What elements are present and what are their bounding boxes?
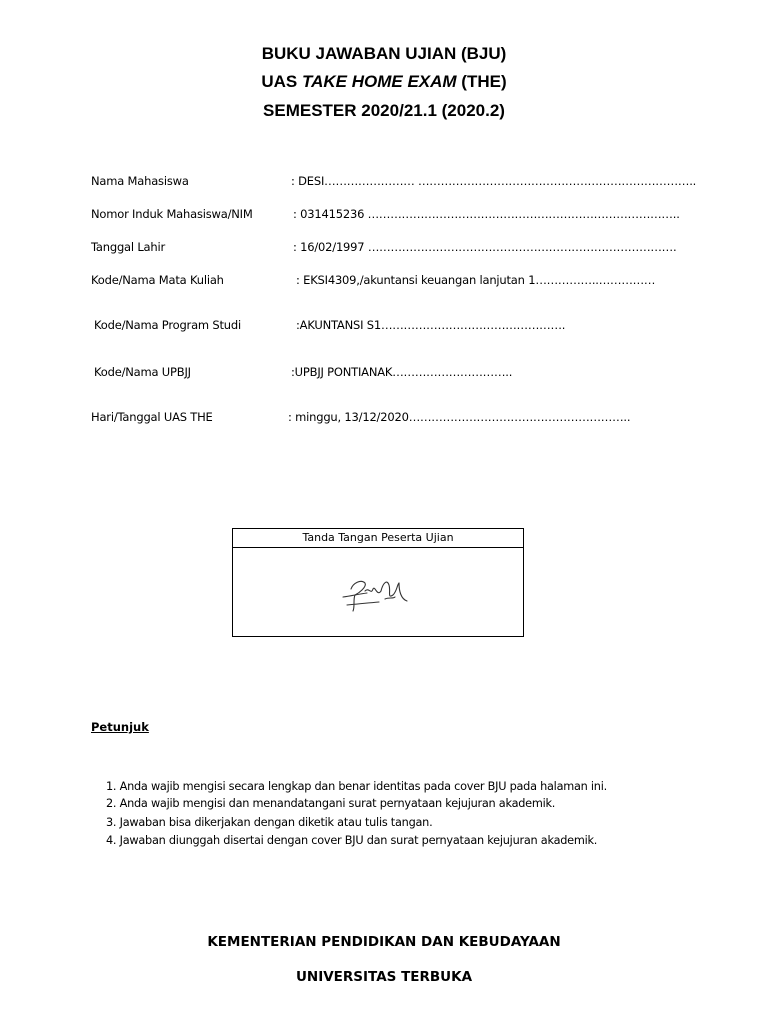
field-value-mata-kuliah: : EKSI4309,/akuntansi keuangan lanjutan 1……………..……………	[296, 273, 656, 287]
footer-ministry: KEMENTERIAN PENDIDIKAN DAN KEBUDAYAAN	[207, 934, 561, 950]
field-value-nama: : DESI…………………… ………………………………………………………………..	[291, 174, 697, 188]
field-label-program-studi: Kode/Nama Program Studi	[94, 318, 241, 332]
instruction-item: 4. Jawaban diunggah disertai dengan cover BJU dan surat pernyataan kejujuran akademik.	[106, 834, 598, 847]
title-line-2	[0, 72, 768, 92]
instruction-item: 3. Jawaban bisa dikerjakan dengan diketik atau tulis tangan.	[106, 816, 433, 829]
title-line-3: SEMESTER 2020/21.1 (2020.2)	[263, 101, 505, 120]
field-value-nim: : 031415236 ………………………………………………………………………..	[293, 207, 680, 221]
field-value-tanggal-lahir: : 16/02/1997 ……………………………………………………………………….	[293, 240, 677, 254]
instruction-item: 1. Anda wajib mengisi secara lengkap dan benar identitas pada cover BJU pada halaman ini.	[106, 780, 607, 793]
signature-heading: Tanda Tangan Peserta Ujian	[233, 529, 523, 548]
signature-image	[337, 569, 417, 615]
field-label-nim: Nomor Induk Mahasiswa/NIM	[91, 207, 253, 221]
footer-university: UNIVERSITAS TERBUKA	[295, 969, 473, 985]
instructions-heading: Petunjuk	[91, 720, 149, 734]
field-value-program-studi: :AKUNTANSI S1………………………………………….	[296, 318, 566, 332]
field-label-tanggal-lahir: Tanggal Lahir	[91, 240, 166, 254]
signature-box	[232, 528, 524, 637]
field-label-hari-tanggal: Hari/Tanggal UAS THE	[91, 410, 213, 424]
field-label-nama: Nama Mahasiswa	[91, 174, 189, 188]
title-line-2-prefix: UAS	[261, 72, 302, 91]
title-line-1: BUKU JAWABAN UJIAN (BJU)	[261, 44, 507, 63]
field-label-upbjj: Kode/Nama UPBJJ	[94, 365, 191, 379]
field-value-hari-tanggal: : minggu, 13/12/2020…………………………………………………..	[288, 410, 631, 424]
field-value-upbjj: :UPBJJ PONTIANAK…………………………..	[291, 365, 513, 379]
field-label-mata-kuliah: Kode/Nama Mata Kuliah	[91, 273, 224, 287]
instruction-item: 2. Anda wajib mengisi dan menandatangani surat pernyataan kejujuran akademik.	[106, 797, 556, 810]
title-line-2-suffix: (THE)	[456, 72, 507, 91]
title-line-2-italic: TAKE HOME EXAM	[302, 72, 457, 91]
